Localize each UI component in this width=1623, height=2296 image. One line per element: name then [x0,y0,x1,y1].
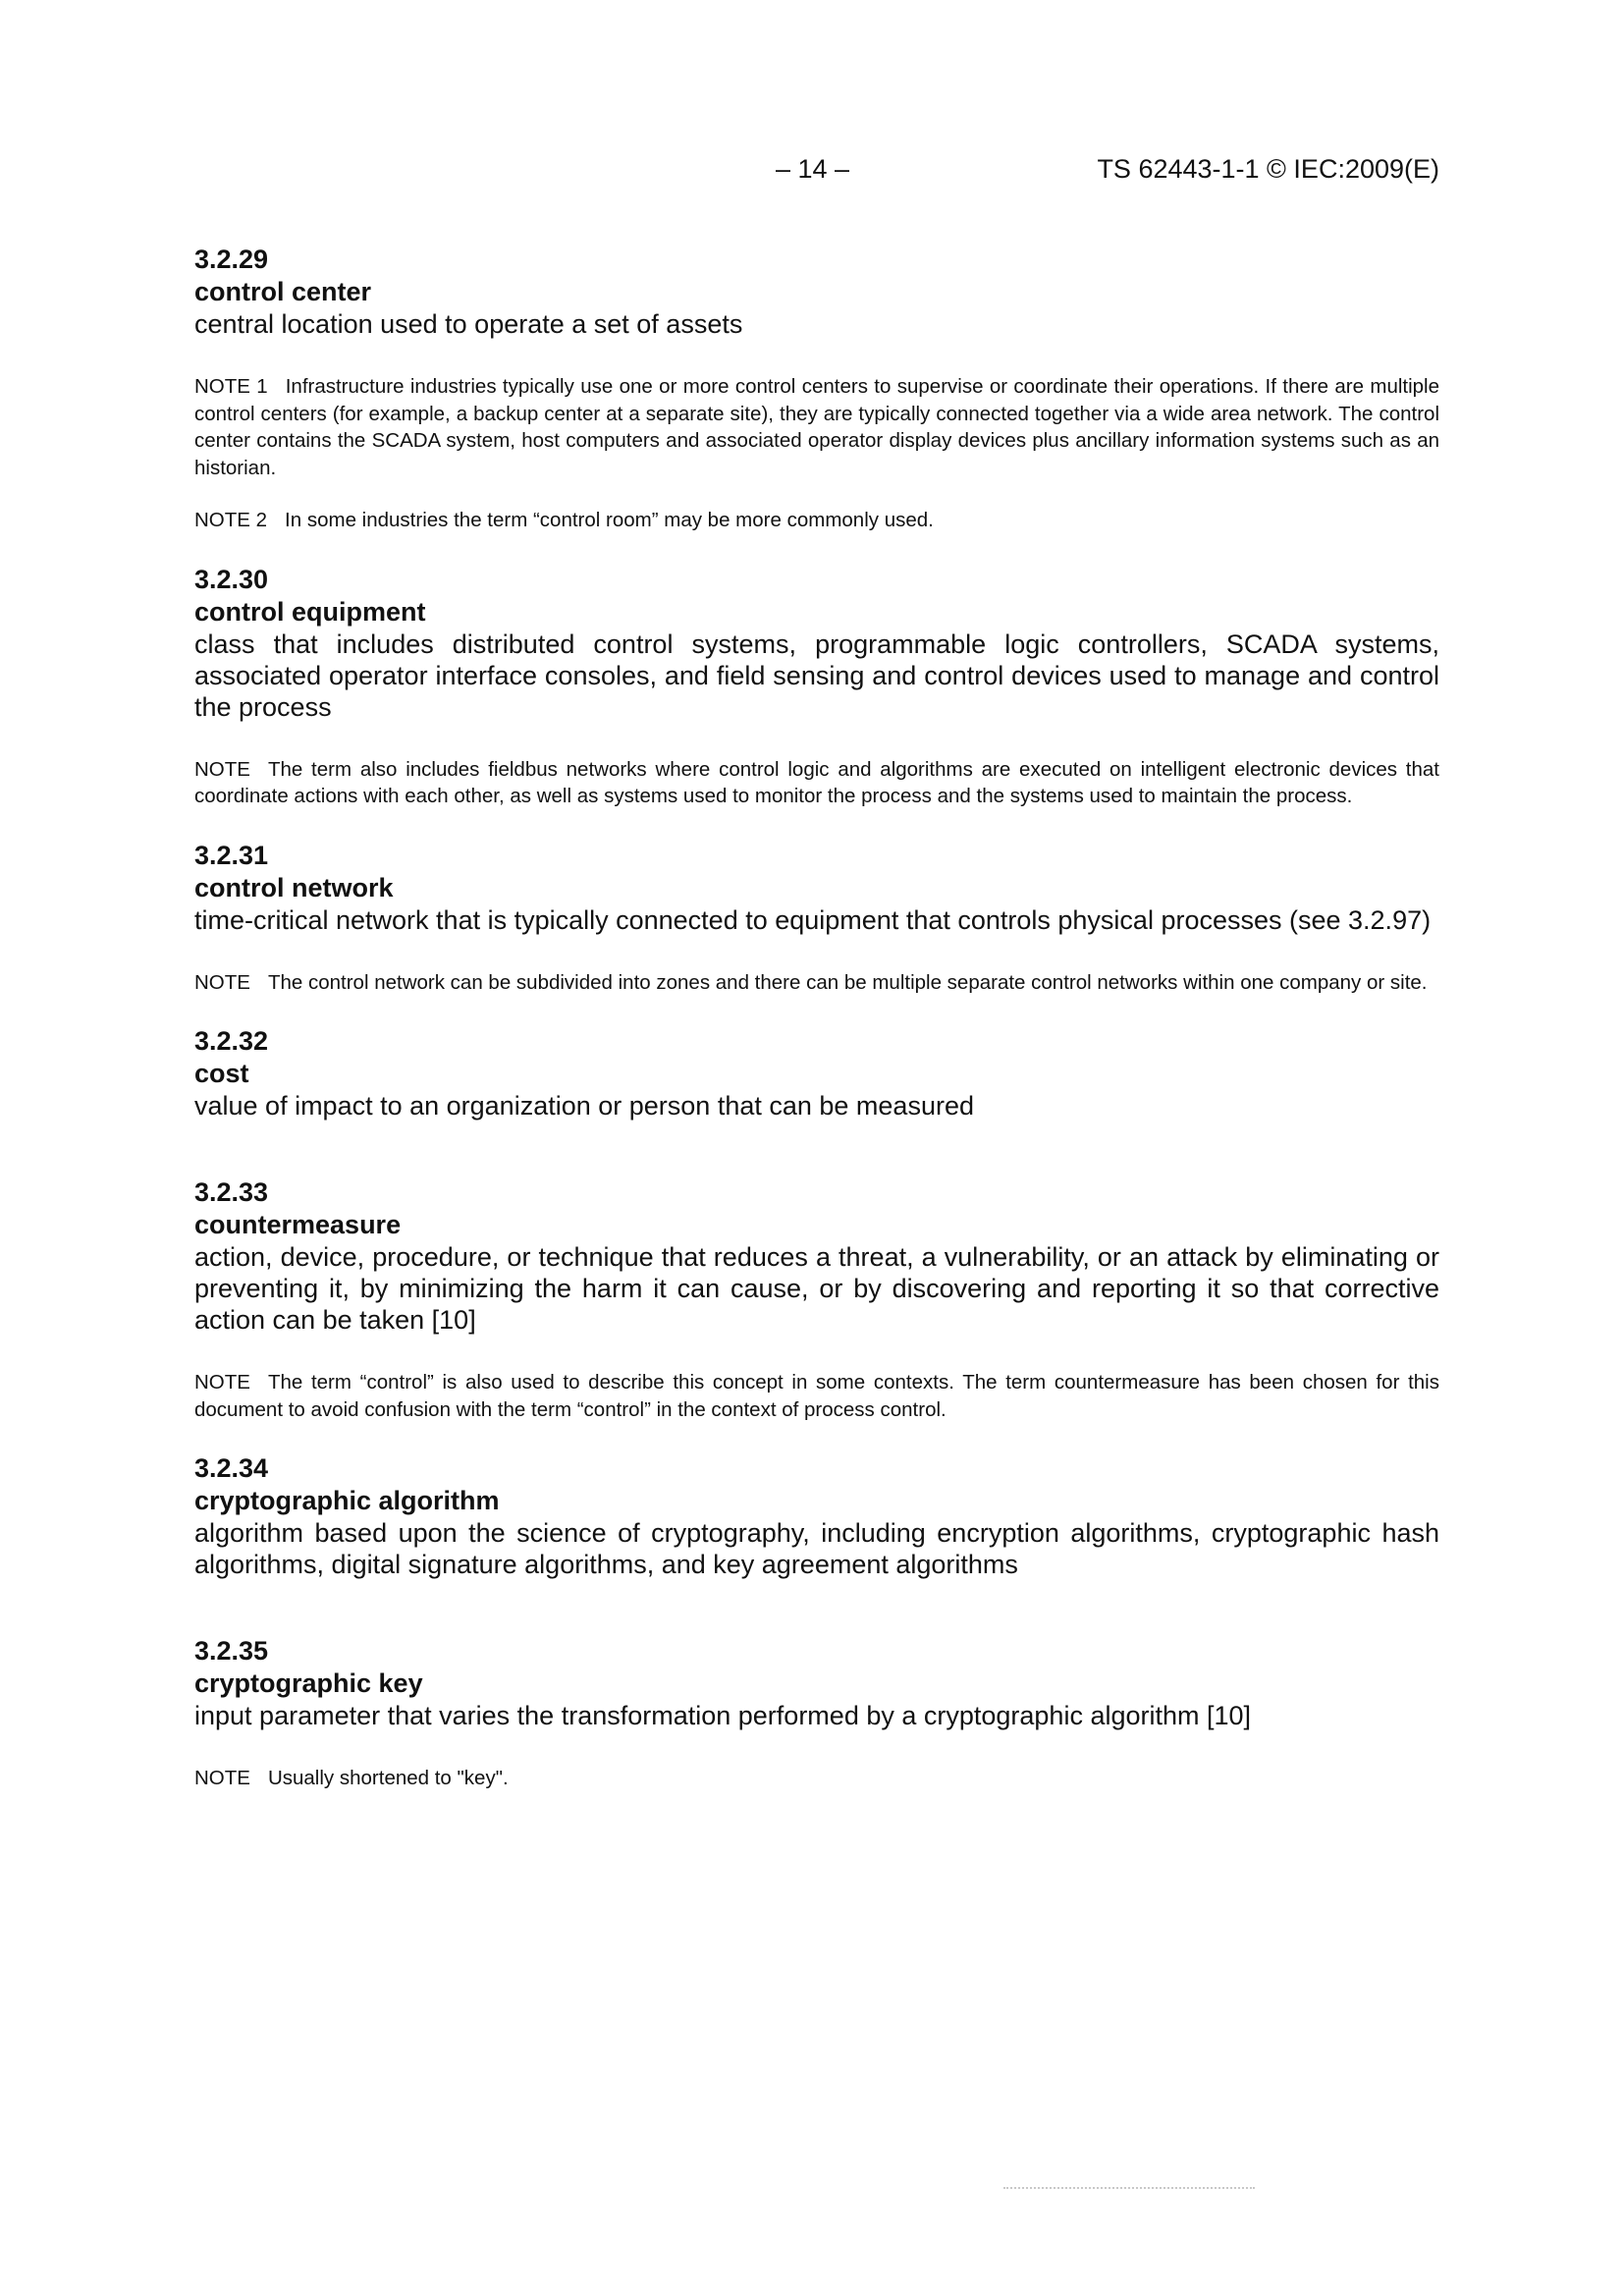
note-label: NOTE 1 [194,375,268,398]
term-definition: algorithm based upon the science of cryptography, including encryption algorithms, cryptographic hash algorithms, digital signature algorithms, and key agreement algorithms [194,1518,1439,1579]
entry-spacer [194,1423,1439,1452]
entry-spacer [194,810,1439,840]
document-id: TS 62443-1-1 © IEC:2009(E) [1097,154,1439,184]
term-definition: central location used to operate a set of assets [194,309,743,339]
term-note [194,969,1439,997]
term-number: 3.2.35 [194,1636,269,1666]
term-name: control center [194,277,372,306]
note-text: Usually shortened to "key". [267,1767,509,1789]
entry-spacer [194,1580,1439,1635]
note-label: NOTE [194,970,250,994]
term-name: control network [194,872,394,902]
note-text: The term “control” is also used to describe this concept in some contexts. The term countermeasure has been chosen for this document to avoid confusion with the term “control” in the context of process control. [194,1371,1439,1421]
term-entry [194,244,1439,564]
term-number: 3.2.31 [194,840,269,870]
page-number: – 14 – [776,154,850,184]
term-note [194,756,1439,810]
term-entry [194,1635,1439,1822]
note-label: NOTE [194,1371,250,1394]
term-entry [194,1025,1439,1176]
term-definition: input parameter that varies the transformation performed by a cryptographic algorithm [10] [194,1701,1252,1730]
term-number: 3.2.33 [194,1177,269,1207]
term-number: 3.2.34 [194,1453,269,1483]
entry-spacer [194,1792,1439,1822]
note-text: The control network can be subdivided into zones and there can be multiple separate control networks within one company or site. [267,970,1428,994]
term-number: 3.2.29 [194,245,269,274]
footer-watermark [1003,2187,1255,2193]
term-entry [194,564,1439,840]
term-number: 3.2.32 [194,1026,269,1056]
term-entry [194,1176,1439,1452]
term-name: cryptographic algorithm [194,1486,500,1515]
entry-spacer [194,996,1439,1025]
term-entry [194,1452,1439,1635]
term-name: cryptographic key [194,1668,423,1698]
note-label: NOTE 2 [194,509,268,531]
note-text: Infrastructure industries typically use one or more control centers to supervise or coordinate their operations. If there are multiple control centers (for example, a backup center at a separate site), they are typically connected together via a wide area network. The control center contains the SCADA system, host computers and associated operator display devices plus ancillary information systems such as an historian. [194,375,1439,479]
term-note [194,507,1439,534]
term-definition: value of impact to an organization or person that can be measured [194,1091,974,1121]
term-number: 3.2.30 [194,564,269,594]
term-note [194,1765,1439,1792]
note-text: The term also includes fieldbus networks where control logic and algorithms are executed on intelligent electronic devices that coordinate actions with each other, as well as systems used to monitor the process and the systems used to maintain the process. [194,757,1439,807]
term-note [194,1369,1439,1423]
entry-spacer [194,534,1439,564]
note-text: In some industries the term “control room” may be more commonly used. [285,509,934,531]
entry-spacer [194,1121,1439,1176]
term-definition: time-critical network that is typically connected to equipment that controls physical processes (see 3.2.97) [194,904,1432,935]
page-header [194,154,1439,193]
note-label: NOTE [194,1767,250,1789]
term-entry [194,840,1439,1026]
term-name: countermeasure [194,1210,402,1239]
term-definition: class that includes distributed control systems, programmable logic controllers, SCADA systems, associated operator interface consoles, and field sensing and control devices used to manage and control the process [194,629,1439,722]
note-label: NOTE [194,757,250,781]
term-definition: action, device, procedure, or technique that reduces a threat, a vulnerability, or an attack by eliminating or preventing it, by minimizing the harm it can cause, or by discovering and reporting it so that corrective action can be taken [10] [194,1242,1439,1335]
term-name: cost [194,1059,249,1088]
term-note [194,373,1439,481]
term-entries [194,244,1439,1822]
term-name: control equipment [194,596,426,627]
